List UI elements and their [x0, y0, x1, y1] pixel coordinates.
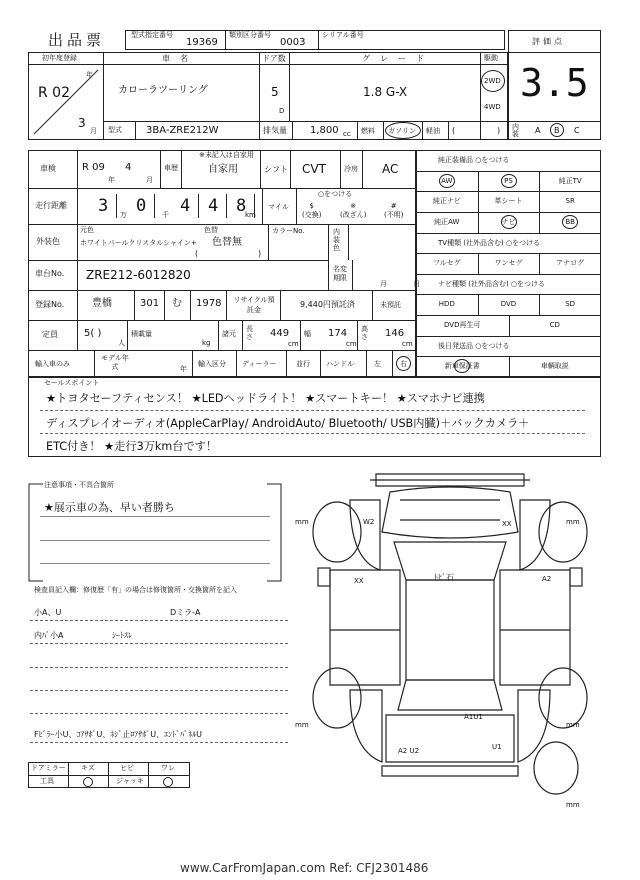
score-label: 評価点: [532, 37, 565, 46]
recycle-unpaid: 未預託: [380, 301, 401, 309]
model-value: 3BA-ZRE212W: [146, 125, 219, 136]
inspection-year-unit: 年: [108, 176, 115, 184]
cc-unit: cc: [343, 130, 351, 138]
load-label: 積載量: [131, 330, 152, 338]
dims-label: 諸元: [222, 330, 236, 338]
legend-tools: 工具: [40, 777, 54, 785]
sales-line-3: ETC付き！ ★走行3万km台です！: [46, 440, 218, 453]
mm-front-right: mm: [566, 518, 580, 526]
color-orig-label: 元色: [80, 226, 94, 234]
ac-label: 冷房: [344, 165, 358, 173]
reg-label: 登録No.: [35, 300, 65, 309]
equipment-section-label: 純正装備品 ○をつける: [438, 156, 510, 164]
meter-opt-tampered: ※ (改ざん): [340, 202, 367, 219]
car-name: カローラツーリング: [118, 85, 208, 96]
footer-reference: www.CarFromJapan.com Ref: CFJ2301486: [180, 861, 429, 875]
inspection-year: R 09: [82, 162, 105, 173]
interior-b: B: [554, 126, 560, 135]
chassis-label: 車台No.: [35, 269, 65, 278]
handle-label: ハンドル: [326, 360, 354, 368]
grade-value: 1.8 G-X: [363, 85, 408, 99]
equipment-section-label: 後日発送品 ○をつける: [438, 341, 510, 350]
capacity-label: 定員: [42, 330, 58, 339]
reg-num: 1978: [196, 298, 222, 309]
mileage-unit: 千: [162, 211, 169, 219]
equipment-item: ナビ: [501, 217, 516, 226]
inspector-line-2b: ｼｰﾄｽﾚ: [112, 631, 132, 640]
legend-crack: ヒビ: [120, 764, 134, 772]
fuel-label: 燃料: [361, 127, 375, 135]
mileage-label: 走行距離: [35, 201, 67, 210]
notes-bracket: [25, 480, 285, 585]
mark-u1: U1: [492, 743, 502, 751]
equipment-item: AW: [441, 176, 453, 185]
class-no: 0003: [280, 37, 306, 48]
equipment-item: ワンセグ: [494, 259, 523, 268]
first-reg-label: 初年度登録: [42, 54, 77, 62]
grade-label: グレード: [362, 54, 434, 63]
use-value: 自家用: [208, 164, 238, 175]
sales-line-2: ディスプレイオーディオ(AppleCarPlay/ AndroidAuto/ Bluetooth/ USB内臓)＋バックカメラ＋: [46, 417, 530, 430]
equipment-item: 純正AW: [434, 217, 460, 226]
mark-tobiishi: ﾄﾋﾞ石: [434, 573, 454, 582]
equipment-item: SR: [565, 197, 575, 206]
first-reg-year: R 02: [38, 85, 70, 101]
inspector-label: 検査員記入欄：修復歴「有」の場合は修復箇所・交換箇所を記入: [34, 586, 237, 594]
mark-xx-front: XX: [502, 520, 512, 528]
first-reg-month: 3: [78, 116, 86, 130]
reg-class: 301: [140, 298, 160, 309]
legend-tools-circle: [83, 777, 93, 787]
import-type-label: 輸入区分: [198, 360, 226, 368]
drive-4wd: 4WD: [484, 103, 501, 111]
mm-spare: mm: [566, 801, 580, 809]
reg-kana: む: [172, 298, 182, 309]
mm-front-left: mm: [295, 518, 309, 526]
color-now-label: 色替: [204, 226, 218, 234]
type-no-label: 型式指定番号: [131, 31, 173, 39]
inspector-line-3: Fﾋﾞﾗｰ小U、ｺｱｻﾎﾟU、ﾈｼﾞ止ﾛｱｻﾎﾟU、ｴﾝﾄﾞﾊﾟﾈﾙU: [34, 730, 203, 739]
displacement-value: 1,800: [310, 125, 339, 136]
width-value: 174: [328, 328, 348, 339]
inspection-label: 車検: [40, 164, 56, 173]
length-value: 449: [270, 328, 290, 339]
interior-color-label: 内装色: [333, 228, 340, 252]
recycle-label: リサイクル預託金: [233, 296, 275, 314]
meter-opt-unknown: # (不明): [384, 202, 404, 219]
equipment-item: 新車保証書: [444, 362, 480, 371]
equipment-section-label: TV種類 (社外品含む) ○をつける: [438, 238, 541, 247]
length-label: 長さ: [246, 325, 253, 341]
shift-label: シフト: [264, 165, 288, 174]
equipment-circle: [501, 174, 517, 188]
equipment-circle: [439, 174, 455, 188]
mm-rear-right: mm: [566, 721, 580, 729]
equipment-item: フルセグ: [432, 259, 461, 268]
equipment-item: HDD: [438, 300, 455, 309]
equipment-circle: [454, 359, 470, 373]
car-damage-diagram: [290, 470, 610, 815]
height-label: 高さ: [361, 325, 368, 341]
equipment-item: 革シート: [494, 197, 523, 206]
name-change-unit: 月 日: [380, 280, 433, 288]
equipment-item: DVD再生可: [444, 321, 481, 330]
month-unit: 月: [90, 127, 97, 135]
legend-jack-circle: [163, 777, 173, 787]
mileage-odometer: [80, 190, 262, 223]
use-note: ※未記入は自家用: [199, 151, 254, 159]
use-label: 車歴: [164, 164, 178, 172]
model-year-label: モデル年式: [101, 354, 129, 371]
height-cm: cm: [402, 340, 413, 348]
inspection-month-unit: 月: [146, 176, 153, 184]
mileage-digit: 8: [236, 196, 247, 216]
shift-value: CVT: [302, 162, 326, 176]
document-title: 出品票: [48, 31, 106, 49]
equipment-item: SD: [565, 300, 576, 309]
sales-line-1: ★トヨタセーフティセンス！ ★LEDヘッドライト！ ★スマートキー！ ★スマホナビ連携: [46, 392, 485, 405]
interior-c: C: [574, 126, 580, 135]
drive-2wd: 2WD: [484, 77, 501, 85]
equipment-item: 車輌取説: [540, 362, 569, 371]
type-no: 19369: [186, 37, 218, 48]
equipment-item: 純正ナビ: [432, 197, 461, 206]
mm-rear-left: mm: [295, 721, 309, 729]
score-value: 3.5: [520, 61, 589, 105]
equipment-section-label: ナビ種類 (社外品含む) ○をつける: [438, 279, 546, 288]
import-label: 輸入車のみ: [35, 360, 70, 368]
doors-value: 5: [271, 85, 279, 99]
mileage-digit: 4: [180, 196, 191, 216]
legend-jack: ジャッキ: [116, 777, 144, 785]
legend-scratch: キズ: [81, 764, 95, 772]
mileage-unit: 万: [120, 211, 127, 219]
doors-label: ドア数: [262, 54, 286, 63]
recycle-amount: 9,440円預託済: [300, 300, 355, 309]
meter-label: マイル: [268, 203, 289, 211]
interior-a: A: [535, 126, 541, 135]
color-no-label: カラーNo.: [272, 227, 305, 235]
inspector-line-2a: 内ﾊﾞ小A: [34, 631, 64, 640]
fuel-other: 軽油: [426, 127, 440, 135]
model-year-unit: 年: [180, 365, 187, 373]
mileage-digit: 3: [98, 196, 109, 216]
notes-label: 注意事項・不具合箇所: [44, 481, 114, 489]
drive-label: 駆動: [484, 54, 498, 62]
displacement-label: 排気量: [263, 126, 287, 135]
ac-value: AC: [382, 162, 399, 176]
length-cm: cm: [288, 340, 299, 348]
equipment-item: BB: [565, 217, 575, 226]
color-now: 色替無: [212, 237, 242, 248]
name-change-label: 名変期限: [333, 265, 347, 282]
mark-a2-right: A2: [542, 575, 552, 583]
meter-opt-exchange: $ (交換): [302, 202, 322, 219]
car-name-label: 車名: [162, 54, 198, 63]
mark-a1u1: A1U1: [464, 713, 483, 721]
doors-suffix: D: [279, 107, 285, 115]
header-number-box: [125, 30, 505, 50]
interior-label: 内装: [512, 123, 519, 138]
mark-a2u2: A2 U2: [398, 747, 420, 755]
chassis-value: ZRE212-6012820: [86, 268, 191, 282]
legend-break: ワレ: [161, 764, 175, 772]
notes-line-1: ★展示車の為、早い者勝ち: [44, 501, 175, 514]
meter-circle-note: ○をつける: [318, 190, 353, 198]
mark-w2: W2: [363, 518, 375, 526]
import-dealer: ディーラー: [242, 360, 277, 368]
equipment-item: PS: [504, 176, 513, 185]
mileage-digit: 0: [136, 196, 147, 216]
inspector-line-1a: 小A、U: [34, 608, 62, 617]
height-value: 146: [385, 328, 405, 339]
year-unit: 年: [86, 71, 93, 79]
capacity-unit: 人: [118, 339, 125, 347]
legend-door-mirror: ドアミラー: [31, 764, 66, 772]
serial-label: シリアル番号: [322, 31, 364, 39]
load-unit: kg: [202, 339, 211, 347]
equipment-circle: [501, 215, 517, 229]
mark-xx-left: XX: [354, 577, 364, 585]
mileage-unit: km: [245, 211, 256, 219]
import-parallel: 並行: [296, 360, 310, 368]
handle-right: 右: [400, 360, 407, 368]
class-no-label: 類別区分番号: [229, 31, 271, 39]
color-label: 外装色: [36, 237, 60, 246]
fuel-value: ガソリン: [388, 127, 416, 135]
width-label: 幅: [304, 330, 311, 338]
equipment-item: CD: [549, 321, 560, 330]
sales-label: セールスポイント: [44, 379, 100, 387]
mileage-digit: 4: [208, 196, 219, 216]
color-orig: ホワイトパールクリスタルシャイン+: [80, 239, 197, 247]
handle-left: 左: [374, 360, 381, 368]
equipment-item: 純正TV: [558, 176, 582, 185]
equipment-circle: [562, 215, 578, 229]
inspector-line-1b: Dミラ-A: [170, 608, 201, 617]
inspection-month: 4: [125, 162, 132, 173]
equipment-grid: [416, 150, 601, 377]
capacity-value: 5( ): [84, 328, 102, 339]
width-cm: cm: [346, 340, 357, 348]
equipment-item: アナログ: [556, 259, 585, 268]
model-label: 型式: [108, 126, 122, 134]
equipment-item: DVD: [500, 300, 517, 309]
reg-area: 豊橋: [92, 298, 112, 309]
